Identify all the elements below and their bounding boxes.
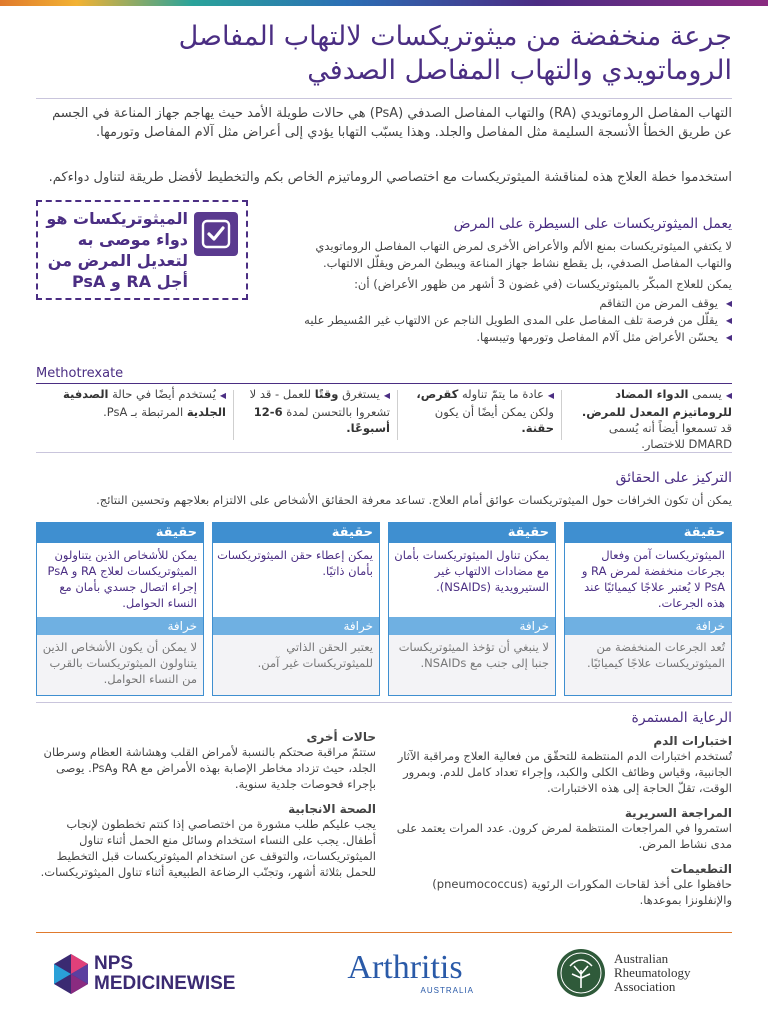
footer-divider bbox=[36, 932, 732, 933]
fact-myth-card-2 bbox=[388, 522, 556, 696]
methotrexate-fact-2: ◀عادة ما يتمّ تناوله كقرص، ولكن يمكن أيضًا أن يكون حقنة. bbox=[416, 387, 554, 435]
column-divider bbox=[397, 390, 398, 440]
methotrexate-fact-4: ◀يُستخدم أيضًا في حالة الصدفية الجلدية المرتبطة بـ PsA. bbox=[63, 387, 226, 419]
facts-divider bbox=[36, 452, 732, 453]
other-conditions-title: حالات أخرى bbox=[306, 730, 376, 744]
facts-heading: التركيز على الحقائق bbox=[615, 470, 732, 486]
fact-label: حقيقة bbox=[37, 523, 203, 543]
fact-myth-card-1 bbox=[564, 522, 732, 696]
myth-label: خرافة bbox=[37, 617, 203, 635]
vaccinations-text: حافظوا على أخذ لقاحات المكورات الرئوية (pneumococcus) والإنفلونزا بموعدها. bbox=[432, 877, 732, 907]
recommendation-callout bbox=[36, 200, 248, 300]
fact-label: حقيقة bbox=[213, 523, 379, 543]
myth-text: تُعد الجرعات المنخفضة من الميثوتريكسات علاجًا كيميائيًا. bbox=[565, 635, 731, 695]
callout-text: الميثوتريكسات هو دواء موصى به لتعديل المرض من أجل RA و PsA bbox=[46, 209, 188, 291]
ongoing-care-heading: الرعاية المستمرة bbox=[631, 710, 732, 726]
nps-logo-line-2: MEDICINEWISE bbox=[94, 973, 236, 994]
fact-myth-card-3 bbox=[212, 522, 380, 696]
bullet-icon: ◀ bbox=[547, 391, 554, 400]
bullet-icon: ◀ bbox=[383, 391, 390, 400]
disease-control-section bbox=[302, 216, 732, 346]
reproductive-health-title: الصحة الانجابية bbox=[288, 802, 376, 816]
bullet-icon: ◀ bbox=[725, 391, 732, 400]
disease-control-paragraph-1: لا يكتفي الميثوتريكسات بمنع الألم والأعراض الأخرى لمرض التهاب المفاصل الروماتويدي والتهاب المفاصل الصدفي، بل يقطع نشاط جهاز المناعة ويبطئ المرض ويقلّل الالتهاب. bbox=[315, 239, 732, 270]
fact-label: حقيقة bbox=[565, 523, 731, 543]
reproductive-health-text: يجب عليكم طلب مشورة من اختصاصي إذا كنتم تخططون لإنجاب أطفال. يجب على النساء استخدام وسائل منع الحمل أثناء تناول الميثوتريكسات، والتوقف عن استخدام الميثوتريكسات قبل التخطيط للحمل بثلاثة أشهر، وتجنّب الرضاعة الطبيعية أثناء تناول الميثوتريكسات. bbox=[40, 817, 376, 879]
other-conditions-text: ستتمّ مراقبة صحتكم بالنسبة لأمراض القلب وهشاشة العظام وسرطان الجلد، حيث تزداد مخاطر الإصابة بهذه الأمراض مع RA وPsA. يوصى بإجراء فحوصات جلدية سنوية. bbox=[43, 745, 376, 791]
column-divider bbox=[561, 390, 562, 440]
title-line-1: جرعة منخفضة من ميثوتريكسات لالتهاب المفاصل bbox=[178, 21, 732, 52]
methotrexate-label: Methotrexate bbox=[36, 366, 124, 381]
ongoing-care-left-column bbox=[36, 730, 376, 880]
vaccinations-title: التطعيمات bbox=[670, 862, 732, 876]
disease-control-heading: يعمل الميثوتريكسات على السيطرة على المرض bbox=[453, 216, 732, 232]
myth-label: خرافة bbox=[213, 617, 379, 635]
facts-intro: يمكن أن تكون الخرافات حول الميثوتريكسات عوائق أمام العلاج. تساعد معرفة الحقائق الأشخاص على الالتزام بعلاجهم وتحسين النتائج. bbox=[96, 493, 732, 507]
disease-control-paragraph-2: يمكن للعلاج المبكّر بالميثوتريكسات (في غضون 3 أشهر من ظهور الأعراض) أن: bbox=[354, 277, 732, 291]
fact-text: يمكن للأشخاص الذين يتناولون الميثوتريكسات لعلاج RA و PsA إجراء اتصال جسدي بأمان مع النساء الحوامل. bbox=[47, 548, 197, 610]
disease-control-list bbox=[302, 295, 732, 346]
list-item: ◀ يوقف المرض من التفاقم bbox=[302, 295, 732, 312]
myth-label: خرافة bbox=[389, 617, 555, 635]
arthritis-logo-sub: AUSTRALIA bbox=[420, 986, 474, 995]
checkmark-icon bbox=[194, 212, 238, 256]
fact-text: يمكن تناول الميثوتريكسات بأمان مع مضادات الالتهاب غير الستيرويدية (NSAIDs). bbox=[394, 548, 549, 594]
blood-tests-title: اختبارات الدم bbox=[653, 734, 732, 748]
care-divider bbox=[36, 702, 732, 703]
methotrexate-fact-1: ◀يسمى الدواء المضاد للروماتيزم المعدل للمرض. قد تسمعوا أيضاً أنه يُسمى DMARD للاختصار. bbox=[581, 387, 732, 451]
myth-label: خرافة bbox=[565, 617, 731, 635]
methotrexate-fact-3: ◀يستغرق وقتًا للعمل - قد لا تشعروا بالتحسن لمدة 6-12 أسبوعًا. bbox=[249, 387, 390, 435]
myth-text: لا يمكن أن يكون الأشخاص الذين يتناولون الميثوتريكسات بالقرب من النساء الحوامل. bbox=[37, 635, 203, 695]
clinical-review-text: استمروا في المراجعات المنتظمة لمرض كرون. عدد المرات يعتمد على مدى نشاط المرض. bbox=[396, 821, 732, 851]
blood-tests-text: تُستخدم اختبارات الدم المنتظمة للتحقّق من فعالية العلاج ومراقبة الآثار الجانبية، وقياس وظائف الكلى والكبد، وإجراء تعداد كامل للدم. وبمرور الوقت، تقلّ الحاجة إلى هذه الاختبارات. bbox=[397, 749, 732, 795]
myth-text: لا ينبغي أن تؤخذ الميثوتريكسات جنبا إلى جنب مع NSAIDs. bbox=[389, 635, 555, 695]
tree-seal-icon bbox=[556, 948, 606, 998]
arthritis-logo-name: Arthritis bbox=[347, 949, 463, 986]
myth-text: يعتبر الحقن الذاتي للميثوتريكسات غير آمن. bbox=[213, 635, 379, 695]
bullet-icon: ◀ bbox=[219, 391, 226, 400]
australian-rheumatology-association-logo bbox=[556, 948, 736, 1000]
fact-text: يمكن إعطاء حقن الميثوتريكسات بأمان ذاتيًا. bbox=[217, 548, 373, 578]
nps-hexagon-icon bbox=[54, 954, 88, 994]
fact-text: الميثوتريكسات آمن وفعال بجرعات منخفضة لمرض RA و PsA لا يُعتبر علاجًا كيميائيًا عند هذه الجرعات. bbox=[581, 548, 725, 610]
title-line-2: الروماتويدي والتهاب المفاصل الصدفي bbox=[307, 55, 732, 86]
page-title bbox=[32, 20, 732, 88]
arthritis-australia-logo bbox=[330, 950, 480, 998]
list-item: ◀ يحسّن الأعراض مثل آلام المفاصل وتورمها وتيبسها. bbox=[302, 329, 732, 346]
fact-myth-card-4 bbox=[36, 522, 204, 696]
ongoing-care-right-column bbox=[392, 710, 732, 908]
clinical-review-title: المراجعة السريرية bbox=[624, 806, 732, 820]
ara-logo-text: Australian Rheumatology Association bbox=[614, 951, 691, 994]
nps-medicinewise-logo bbox=[54, 952, 236, 998]
methotrexate-divider bbox=[36, 383, 732, 384]
intro-paragraph-2: استخدموا خطة العلاج هذه لمناقشة الميثوتريكسات مع اختصاصي الروماتيزم الخاص بكم والتخطيط لأفضل طريقة لتناول دواءكم. bbox=[48, 170, 732, 185]
fact-label: حقيقة bbox=[389, 523, 555, 543]
nps-logo-line-1: NPS bbox=[94, 953, 134, 974]
list-item: ◀ يقلّل من فرصة تلف المفاصل على المدى الطويل الناجم عن الالتهاب غير المُسيطر عليه bbox=[302, 312, 732, 329]
column-divider bbox=[233, 390, 234, 440]
top-gradient-bar bbox=[0, 0, 768, 6]
title-divider bbox=[36, 98, 732, 99]
intro-paragraph-1: التهاب المفاصل الروماتويدي (RA) والتهاب المفاصل الصدفي (PsA) هي حالات طويلة الأمد حيث يهاجم جهاز المناعة في الجسم عن طريق الخطأ الأنسجة السليمة مثل المفاصل والجلد. وهذا يسبّب التهابا يؤدي إلى أعراض مثل آلام المفاصل وتورمها. bbox=[52, 106, 732, 140]
